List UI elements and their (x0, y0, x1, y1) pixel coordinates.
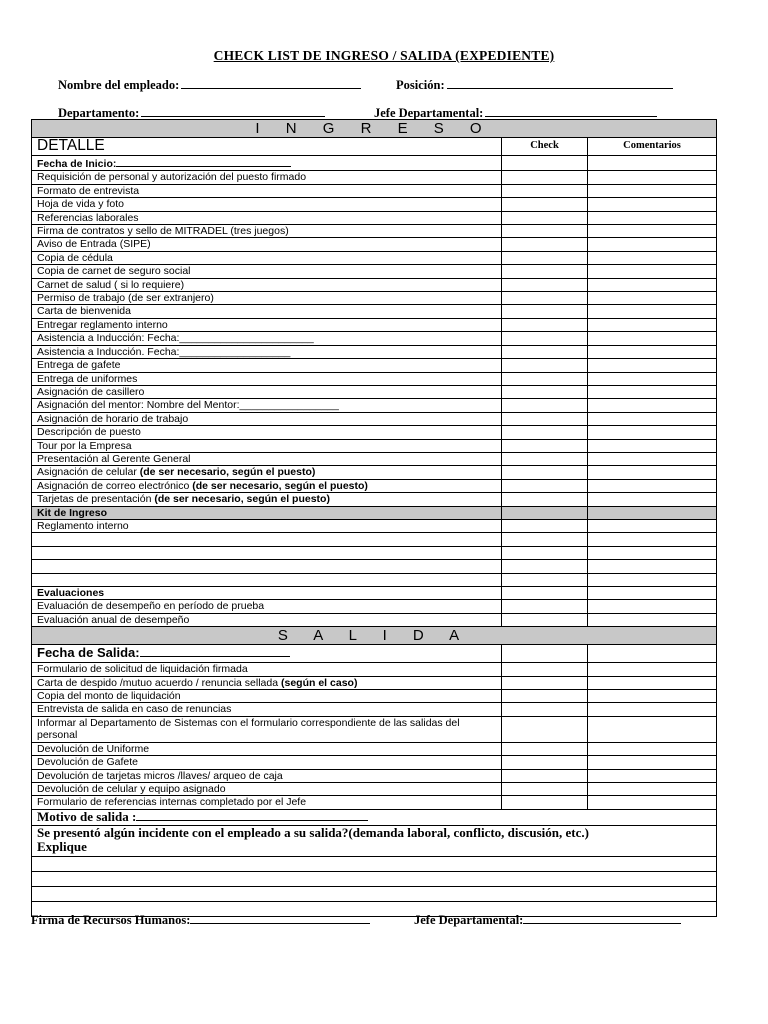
comment-cell[interactable] (588, 533, 717, 546)
check-cell[interactable] (502, 560, 588, 573)
check-cell[interactable] (502, 676, 588, 689)
carta-despido-row-text: Carta de despido /mutuo acuerdo / renuncia sellada (37, 676, 281, 689)
comment-cell[interactable] (588, 742, 717, 755)
ingreso-section-header-title: I N G R E S O (32, 120, 717, 138)
checklist-row (32, 506, 717, 519)
checklist-row (32, 372, 717, 385)
comment-cell[interactable] (588, 769, 717, 782)
check-cell[interactable] (502, 372, 588, 385)
detalle-label: DETALLE (37, 137, 105, 154)
check-cell[interactable] (502, 399, 588, 412)
ingreso-item-text: Entrega de gafete (37, 359, 121, 372)
comment-cell[interactable] (588, 412, 717, 425)
incidente-cell[interactable] (32, 826, 717, 857)
explique-line[interactable] (32, 872, 717, 887)
evaluacion-item (32, 600, 502, 613)
check-cell[interactable] (502, 645, 588, 663)
comment-cell[interactable] (588, 292, 717, 305)
motivo-salida-label: Motivo de salida : (37, 809, 137, 824)
ingreso-item (32, 426, 502, 439)
checklist-row (32, 251, 717, 264)
salida-item (32, 769, 502, 782)
position-field[interactable] (396, 76, 673, 93)
check-cell[interactable] (502, 769, 588, 782)
salida-item-text: Formulario de solicitud de liquidación firmada (37, 663, 248, 676)
check-cell[interactable] (502, 783, 588, 796)
check-cell[interactable] (502, 292, 588, 305)
checklist-row (32, 211, 717, 224)
ingreso-conditional-item-note: (de ser necesario, según el puesto) (154, 493, 330, 506)
check-cell[interactable] (502, 332, 588, 345)
informar-sistemas-row-text: Informar al Departamento de Sistemas con el formulario correspondiente de las salidas del personal (37, 716, 460, 742)
comment-cell[interactable] (588, 645, 717, 663)
check-cell[interactable] (502, 439, 588, 452)
check-cell[interactable] (502, 573, 588, 586)
ingreso-item (32, 452, 502, 465)
employee-name-line (181, 76, 361, 89)
detalle-header (32, 138, 502, 156)
comment-cell[interactable] (588, 613, 717, 626)
ingreso-item-text: Entrega de uniformes (37, 372, 138, 385)
hr-signature-field[interactable] (31, 912, 370, 928)
salida-item (32, 756, 502, 769)
ingreso-item-text: Asignación de horario de trabajo (37, 412, 189, 425)
checklist-row (32, 318, 717, 331)
comment-cell[interactable] (588, 156, 717, 171)
comment-cell[interactable] (588, 493, 717, 506)
blank-row (32, 546, 502, 559)
ingreso-item-text: Aviso de Entrada (SIPE) (37, 238, 151, 251)
comment-cell[interactable] (588, 506, 717, 519)
evaluaciones-row-text: Evaluaciones (37, 586, 105, 599)
checklist-row (32, 756, 717, 769)
salida-item (32, 783, 502, 796)
check-cell[interactable] (502, 716, 588, 742)
ingreso-item (32, 385, 502, 398)
kit-ingreso-row (32, 506, 502, 519)
checklist-row (32, 171, 717, 184)
salida-item-text: Devolución de Uniforme (37, 742, 150, 755)
checklist-row (32, 676, 717, 689)
kit-ingreso-row-text: Kit de Ingreso (37, 506, 108, 519)
hr-signature-line (190, 912, 370, 924)
ingreso-conditional-item (32, 466, 502, 479)
ingreso-item (32, 332, 502, 345)
checklist-row (32, 184, 717, 197)
comment-cell[interactable] (588, 359, 717, 372)
column-header-row (32, 138, 717, 156)
ingreso-item (32, 265, 502, 278)
ingreso-item-text: Hoja de vida y foto (37, 198, 124, 211)
comment-cell[interactable] (588, 689, 717, 702)
ingreso-item-text: Copia de cédula (37, 251, 113, 264)
explique-blank-row (32, 887, 717, 902)
evaluacion-item (32, 613, 502, 626)
ingreso-item (32, 251, 502, 264)
checklist-row (32, 689, 717, 702)
comment-cell[interactable] (588, 318, 717, 331)
salida-item-text: Devolución de tarjetas micros /llaves/ arqueo de caja (37, 769, 283, 782)
explique-line[interactable] (32, 887, 717, 902)
ingreso-item-text: Referencias laborales (37, 211, 139, 224)
checklist-row (32, 278, 717, 291)
check-header: Check (502, 138, 588, 156)
comment-cell[interactable] (588, 676, 717, 689)
employee-name-label: Nombre del empleado: (58, 78, 180, 92)
blank-row (32, 560, 502, 573)
checklist-row (32, 345, 717, 358)
comment-cell[interactable] (588, 211, 717, 224)
checklist-row (32, 452, 717, 465)
fecha-inicio-row-text: Fecha de Inicio: (37, 158, 117, 170)
comment-cell[interactable] (588, 663, 717, 676)
carta-despido-row-note: (según el caso) (281, 676, 358, 689)
salida-item (32, 796, 502, 809)
ingreso-item-text: Presentación al Gerente General (37, 452, 191, 465)
check-cell[interactable] (502, 796, 588, 809)
evaluaciones-row (32, 586, 502, 599)
comment-cell[interactable] (588, 546, 717, 559)
checklist-row (32, 156, 717, 171)
fill-in-line (116, 156, 291, 167)
check-cell[interactable] (502, 385, 588, 398)
comment-cell[interactable] (588, 399, 717, 412)
checklist-row (32, 332, 717, 345)
checklist-row (32, 238, 717, 251)
comment-cell[interactable] (588, 305, 717, 318)
comment-cell[interactable] (588, 452, 717, 465)
ingreso-item-text: Firma de contratos y sello de MITRADEL (tres juegos) (37, 225, 289, 238)
comment-cell[interactable] (588, 198, 717, 211)
checklist-row (32, 600, 717, 613)
check-cell[interactable] (502, 426, 588, 439)
fill-in-line (136, 810, 368, 821)
ingreso-item (32, 359, 502, 372)
ingreso-item-text: Descripción de puesto (37, 426, 141, 439)
ingreso-item-text: Formato de entrevista (37, 184, 140, 197)
motivo-salida-row (32, 809, 717, 825)
ingreso-item (32, 292, 502, 305)
comment-cell[interactable] (588, 171, 717, 184)
explique-blank-row (32, 872, 717, 887)
checklist-row (32, 573, 717, 586)
ingreso-item (32, 399, 502, 412)
check-cell[interactable] (502, 225, 588, 238)
kit-item (32, 519, 502, 532)
ingreso-conditional-item-note: (de ser necesario, según el puesto) (139, 466, 316, 479)
check-cell[interactable] (502, 359, 588, 372)
motivo-salida-cell[interactable] (32, 809, 717, 825)
check-cell[interactable] (502, 546, 588, 559)
evaluacion-item-text: Evaluación anual de desempeño (37, 613, 190, 626)
ingreso-item (32, 305, 502, 318)
checklist-row (32, 546, 717, 559)
check-cell[interactable] (502, 305, 588, 318)
comment-cell[interactable] (588, 560, 717, 573)
dept-head-label: Jefe Departamental: (374, 106, 484, 120)
checklist-row (32, 198, 717, 211)
ingreso-item (32, 184, 502, 197)
check-cell[interactable] (502, 479, 588, 492)
check-cell[interactable] (502, 184, 588, 197)
check-cell[interactable] (502, 345, 588, 358)
checklist-row (32, 466, 717, 479)
ingreso-item-text: Tour por la Empresa (37, 439, 132, 452)
check-cell[interactable] (502, 742, 588, 755)
ingreso-item (32, 318, 502, 331)
fecha-salida-row-text: Fecha de Salida: (37, 645, 140, 661)
comment-cell[interactable] (588, 573, 717, 586)
informar-sistemas-row (32, 716, 502, 742)
check-cell[interactable] (502, 600, 588, 613)
checklist-row (32, 613, 717, 626)
carta-despido-row (32, 676, 502, 689)
checklist-row (32, 385, 717, 398)
check-cell[interactable] (502, 586, 588, 599)
comment-cell[interactable] (588, 716, 717, 742)
check-cell[interactable] (502, 466, 588, 479)
checklist-row (32, 645, 717, 663)
salida-item-text: Entrevista de salida en caso de renuncias (37, 703, 232, 716)
comment-cell[interactable] (588, 586, 717, 599)
comment-cell[interactable] (588, 479, 717, 492)
checklist-row (32, 399, 717, 412)
incidente-question: Se presentó algún incidente con el empleado a su salida?(demanda laboral, conflicto, discusión, etc.) (37, 825, 589, 841)
comment-cell[interactable] (588, 756, 717, 769)
position-line (447, 76, 673, 89)
comment-cell[interactable] (588, 703, 717, 716)
ingreso-item-text: Requisición de personal y autorización del puesto firmado (37, 171, 307, 184)
ingreso-item (32, 439, 502, 452)
salida-item-text: Copia del monto de liquidación (37, 689, 181, 702)
salida-item (32, 703, 502, 716)
checklist-row (32, 519, 717, 532)
check-cell[interactable] (502, 198, 588, 211)
explique-label: Explique (37, 839, 87, 855)
explique-blank-row (32, 857, 717, 872)
fecha-salida-row (32, 645, 502, 663)
ingreso-conditional-item-note: (de ser necesario, según el puesto) (192, 479, 368, 492)
comment-cell[interactable] (588, 600, 717, 613)
dept-head-line (485, 104, 657, 117)
fecha-inicio-row (32, 156, 502, 171)
checklist-row (32, 783, 717, 796)
footer-dept-head-label: Jefe Departamental: (414, 913, 524, 927)
checklist-table (31, 119, 717, 917)
ingreso-item-text: Asistencia a Inducción. Fecha:___________________ (37, 345, 291, 358)
checklist-row (32, 716, 717, 742)
salida-section-header-title: S A L I D A (32, 627, 717, 645)
checklist-row (32, 225, 717, 238)
ingreso-item (32, 372, 502, 385)
ingreso-item-text: Carta de bienvenida (37, 305, 131, 318)
hr-signature-label: Firma de Recursos Humanos: (31, 913, 191, 927)
checklist-row (32, 292, 717, 305)
check-cell[interactable] (502, 756, 588, 769)
position-label: Posición: (396, 78, 445, 92)
ingreso-item (32, 198, 502, 211)
ingreso-item-text: Copia de carnet de seguro social (37, 265, 191, 278)
check-cell[interactable] (502, 211, 588, 224)
ingreso-conditional-item-text: Tarjetas de presentación (37, 493, 155, 506)
comment-cell[interactable] (588, 238, 717, 251)
salida-item-text: Devolución de Gafete (37, 756, 138, 769)
ingreso-conditional-item-text: Asignación de celular (37, 466, 140, 479)
check-cell[interactable] (502, 265, 588, 278)
ingreso-item (32, 278, 502, 291)
comment-cell[interactable] (588, 426, 717, 439)
checklist-row (32, 439, 717, 452)
ingreso-item-text: Carnet de salud ( si lo requiere) (37, 278, 185, 291)
salida-item-text: Devolución de celular y equipo asignado (37, 783, 226, 795)
department-line (141, 104, 325, 117)
fill-in-line (140, 646, 290, 657)
footer-dept-head-field[interactable] (414, 912, 681, 928)
checklist-row (32, 742, 717, 755)
ingreso-item (32, 238, 502, 251)
check-cell[interactable] (502, 519, 588, 532)
ingreso-section-header (32, 120, 717, 138)
check-cell[interactable] (502, 156, 588, 171)
comment-cell[interactable] (588, 345, 717, 358)
employee-name-field[interactable] (58, 76, 361, 93)
ingreso-item-text: Entregar reglamento interno (37, 318, 168, 331)
comment-cell[interactable] (588, 519, 717, 532)
ingreso-conditional-item (32, 479, 502, 492)
comment-cell[interactable] (588, 385, 717, 398)
comment-cell[interactable] (588, 439, 717, 452)
comment-cell[interactable] (588, 783, 717, 796)
ingreso-item (32, 412, 502, 425)
check-cell[interactable] (502, 689, 588, 702)
comment-cell[interactable] (588, 225, 717, 238)
comment-cell[interactable] (588, 184, 717, 197)
salida-item (32, 689, 502, 702)
salida-item (32, 742, 502, 755)
document-title: CHECK LIST DE INGRESO / SALIDA (EXPEDIENTE) (213, 48, 555, 63)
check-cell[interactable] (502, 251, 588, 264)
comment-cell[interactable] (588, 332, 717, 345)
comment-cell[interactable] (588, 278, 717, 291)
checklist-row (32, 412, 717, 425)
check-cell[interactable] (502, 493, 588, 506)
checklist-row (32, 265, 717, 278)
evaluacion-item-text: Evaluación de desempeño en período de prueba (37, 600, 265, 613)
checklist-row (32, 796, 717, 809)
explique-line[interactable] (32, 857, 717, 872)
ingreso-item-text: Permiso de trabajo (de ser extranjero) (37, 292, 214, 305)
check-cell[interactable] (502, 533, 588, 546)
salida-section-header (32, 627, 717, 645)
check-cell[interactable] (502, 506, 588, 519)
check-cell[interactable] (502, 663, 588, 676)
ingreso-item (32, 211, 502, 224)
check-cell[interactable] (502, 452, 588, 465)
check-cell[interactable] (502, 171, 588, 184)
check-cell[interactable] (502, 318, 588, 331)
checklist-row (32, 533, 717, 546)
checklist-row (32, 493, 717, 506)
checklist-row (32, 663, 717, 676)
ingreso-item-text: Asignación de casillero (37, 385, 145, 398)
check-cell[interactable] (502, 278, 588, 291)
blank-row (32, 573, 502, 586)
check-cell[interactable] (502, 703, 588, 716)
incidente-row (32, 826, 717, 857)
check-cell[interactable] (502, 412, 588, 425)
ingreso-item (32, 171, 502, 184)
department-label: Departamento: (58, 106, 140, 120)
checklist-row (32, 479, 717, 492)
blank-row (32, 533, 502, 546)
ingreso-item (32, 225, 502, 238)
checklist-row (32, 769, 717, 782)
salida-item (32, 663, 502, 676)
check-cell[interactable] (502, 613, 588, 626)
ingreso-item (32, 345, 502, 358)
comment-cell[interactable] (588, 466, 717, 479)
checklist-row (32, 305, 717, 318)
comment-cell[interactable] (588, 265, 717, 278)
comment-cell[interactable] (588, 372, 717, 385)
comentarios-header: Comentarios (588, 138, 717, 156)
ingreso-conditional-item (32, 493, 502, 506)
ingreso-conditional-item-text: Asignación de correo electrónico (37, 479, 193, 492)
ingreso-item-text: Asignación del mentor: Nombre del Mentor:_________________ (37, 399, 339, 412)
salida-item-text: Formulario de referencias internas completado por el Jefe (37, 796, 307, 809)
comment-cell[interactable] (588, 796, 717, 809)
ingreso-item-text: Asistencia a Inducción: Fecha:_______________________ (37, 332, 314, 345)
checklist-row (32, 359, 717, 372)
checklist-row (32, 586, 717, 599)
checklist-row (32, 560, 717, 573)
check-cell[interactable] (502, 238, 588, 251)
kit-item-text: Reglamento interno (37, 519, 129, 532)
checklist-row (32, 703, 717, 716)
footer-dept-head-line (523, 912, 681, 924)
comment-cell[interactable] (588, 251, 717, 264)
checklist-row (32, 426, 717, 439)
